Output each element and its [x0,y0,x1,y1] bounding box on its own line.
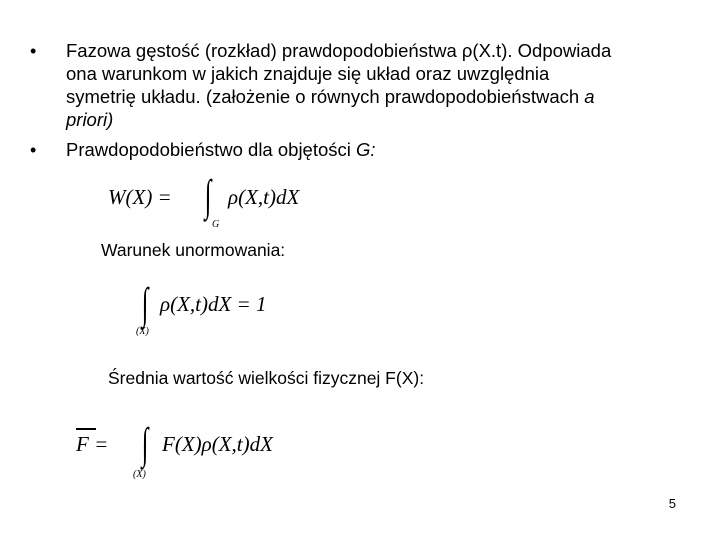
bullet-1-line-4 [66,108,706,131]
integral-sign: ∫ [141,419,149,468]
eq3-limit: (X) [133,469,146,480]
bullet-2-text [66,138,376,161]
eq1-integrand: ρ(X,t)dX [228,185,300,209]
bullet-1-text [66,39,706,131]
label-mean-value: Średnia wartość wielkości fizycznej F(X): [108,368,425,388]
eq2-limit: (X) [136,326,149,337]
bullet-1-line-2: ona warunkom w jakich znajduje się układ oraz uwzględnia [66,63,550,84]
bullet-1-line-3-text: symetrię układu. (założenie o równych prawdopodobieństwach [66,86,580,107]
integral-sign: ∫ [141,279,149,328]
eq1-lhs: W(X) = [108,185,172,209]
bar-over-F [76,428,96,430]
bullet-marker: • [30,140,37,160]
label-normalization: Warunek unormowania: [101,240,286,260]
bullet-1-line-4-emph: priori) [66,109,114,130]
eq2-integrand: ρ(X,t)dX = 1 [160,292,267,316]
eq3-lhs: F = [76,432,109,456]
bullet-1-line-3-emph: a [584,86,595,107]
page-number: 5 [668,496,676,511]
bullet-marker: • [30,41,37,61]
eq1-limit: G [212,219,220,230]
integral-sign: ∫ [204,171,212,220]
bullet-1-line-1: Fazowa gęstość (rozkład) prawdopodobieństwa ρ(X.t). Odpowiada [66,40,612,61]
bullet-2-emph: G: [356,139,376,160]
bullet-1-line-3 [66,85,706,108]
eq3-integrand: F(X)ρ(X,t)dX [162,432,273,456]
bullet-2-label: Prawdopodobieństwo dla objętości [66,139,351,160]
